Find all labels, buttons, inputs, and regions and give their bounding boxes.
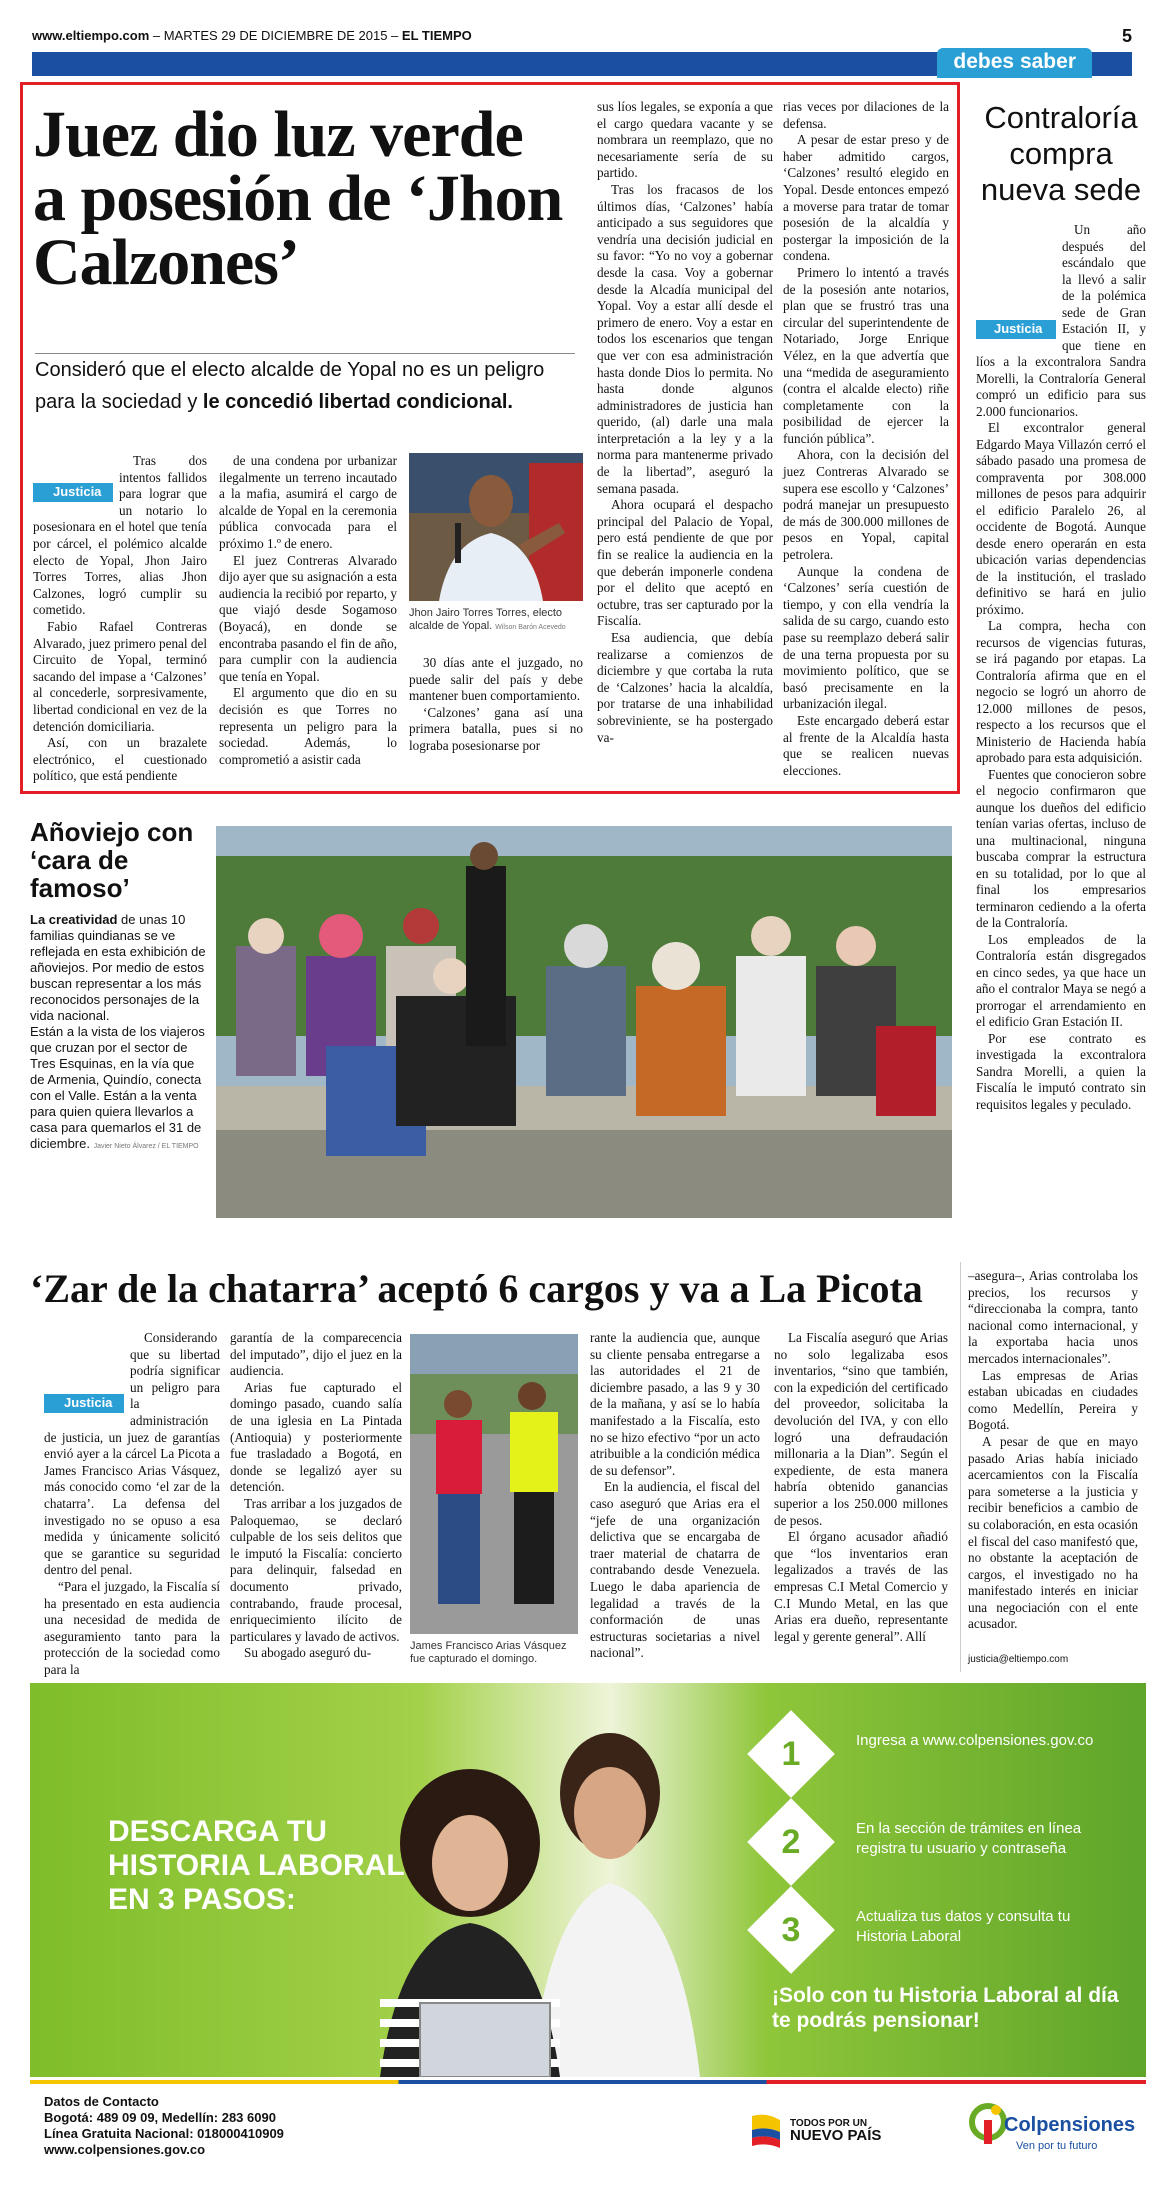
ad-step-2 — [760, 1805, 1100, 1885]
sidebar-p1-text: Un año después del escándalo que la llevó a salir de la polémica sede de Gran Estación II, y que tiene en líos a la excontralora Sandra Morelli, la Contraloría General compró un edificio para sus 2.000 funcionarios. — [976, 222, 1146, 419]
step-3-badge — [747, 1886, 835, 1974]
col2-p1: de una condena por urbanizar ilegalmente un terreno incautado a la mafia, asumirá el cargo de alcalde de Yopal en la ceremonia pública convocada para el próximo 1.º de enero. — [219, 453, 397, 551]
col1-p2: Fabio Rafael Contreras Alvarado, juez primero penal del Circuito de Yopal, terminó sacando del impase a ‘Calzones’ al concederle, sorpresivamente, libertad condicional en vez de la detención domiciliaria. — [33, 618, 207, 734]
chatarra-headline: ‘Zar de la chatarra’ aceptó 6 cargos y va a La Picota — [30, 1266, 923, 1311]
gov-logo-line-2: NUEVO PAÍS — [790, 2127, 882, 2144]
section-email[interactable]: justicia@eltiempo.com — [968, 1654, 1069, 1665]
col5-p1: rias veces por dilaciones de la defensa. — [783, 99, 949, 131]
col5-p3: Primero lo intentó a través de la posesión ante notarios, plan que se frustró tras una circular del superintendente de Notariado, Jorge Enrique Vélez, en la que advertía que una “medida de aseguramiento (contra el alcalde electo) riñe completamente con la posibilidad de ejercer la función pública”. — [783, 264, 949, 446]
section-tag: Justicia — [33, 483, 113, 502]
chat-c2-p4: Su abogado aseguró du- — [244, 1645, 372, 1661]
col2-p2: El juez Contreras Alvarado dijo ayer que su asignación a esta audiencia la recibió por reparto, y que viajó desde Sogamoso (Boyacá), en donde se encontraba pasando el fin de año, para cumplir con la audiencia que tenía en Yopal. — [219, 552, 397, 684]
colpensiones-wordmark: Colpensiones — [1004, 2114, 1136, 2136]
chat-c1-p1-text: Considerando que su libertad podría significar un peligro para la administración de justicia, un juez de garantías envió ayer a la cárcel La Picota a James Francisco Arias Vásquez, más conocido como ‘el zar de la chatarra’. La defensa del investigado no se opuso a esa medida y únicamente solicitó que se garantice su seguridad dentro del penal. — [44, 1330, 220, 1578]
main-story-frame — [20, 82, 960, 794]
deck-rule-top — [35, 353, 575, 354]
chat-c2-p3: Tras arribar a los juzgados de Paloquemao, se declaró culpable de los seis delitos que le imputó la Fiscalía: concierto para delinquir, falsedad en documento privado, contrabando, fraude procesal, enriquecimiento ilícito de particulares y lavado de activos. — [230, 1495, 402, 1644]
sidebar-tag: Justicia — [976, 320, 1056, 339]
mayor-photo-caption — [409, 607, 585, 634]
chat-c1-p2: “Para el juzgado, la Fiscalía sí ha presentado en esta audiencia una necesidad de medida de aseguramiento tanto para la protección de la sociedad como para la — [44, 1578, 220, 1677]
chat-c4-p1: La Fiscalía aseguró que Arias no solo legalizaba esos inventarios, “sino que también, con la expedición del certificado del proveedor, solicitaba la devolución del IVA, y con ello logró una defraudación millonaria a la Dian”. Según el expediente, de esta manera habría obtenido ganancias superior a los 250.000 millones de pesos. — [774, 1330, 948, 1528]
mayor-photo — [409, 453, 583, 601]
deck-line-1: Consideró que el electo alcalde de Yopal no es un peligro — [35, 359, 545, 381]
mayor-photo-credit: Wilson Barón Acevedo — [495, 624, 566, 631]
chatarra-tag: Justicia — [44, 1394, 124, 1413]
chatarra-column-rule — [960, 1262, 961, 1672]
mayor-photo-image — [409, 453, 583, 601]
col3-p2: ‘Calzones’ gana así una primera batalla, pues si no lograba posesionarse por — [409, 704, 583, 753]
col2-p3: El argumento que dio en su decisión es que Torres no representa un peligro para la sociedad. Además, lo comprometió a asistir cada — [219, 685, 397, 767]
page-number: 5 — [1121, 26, 1132, 46]
anoviejo-text-2: Están a la vista de los viajeros que cruzan por el sector de Tres Esquinas, en la vía que de Armenia, Quindío, conecta con el Valle. Están a la venta para quien quiera llevarlos a casa para quemarlos el 31 de diciembre. — [30, 1024, 205, 1151]
col4-p2: Tras los fracasos de los últimos días, ‘Calzones’ había anticipado a sus seguidores que vendría una decisión judicial en su favor: “Yo no voy a gobernar desde la casa. Voy a gobernar desde la Alcadía municipal del Yopal. Voy a estar allí desde el primero de enero. Voy a estar en todos los escenarios que tengan que ver con esa administración hasta donde Dios lo permita. No hasta donde algunos administradores de justicia han querido, (al) darle una mala interpretación a la ley y a la norma para mantenerme privado de la libertad”, aseguró la semana pasada. — [597, 181, 773, 496]
deck-bold: le concedió libertad condicional. — [202, 391, 513, 413]
sidebar-body — [976, 222, 1146, 1113]
ad-step-3 — [760, 1893, 1100, 1973]
anoviejo-text-1: de unas 10 familias quindianas se ve reflejada en esta exhibición de añoviejos. Por medio de estos buscan representar a los más reconocidos personajes de la vida nacional. — [30, 912, 206, 1023]
chatarra-col-4 — [774, 1330, 948, 1645]
colpensiones-ad[interactable] — [30, 1683, 1146, 2077]
contact-phones: Bogotá: 489 09 09, Medellín: 283 6090 — [44, 2110, 276, 2125]
site-url: www.eltiempo.com — [32, 28, 150, 43]
sidebar-story — [976, 100, 1146, 1113]
anoviejo-credit: Javier Nieto Álvarez / EL TIEMPO — [93, 1143, 199, 1150]
section-tab: debes saber — [937, 48, 1092, 78]
ad-flag-rule — [30, 2080, 1146, 2084]
sidebar-p2: El excontralor general Edgardo Maya Villazón cerró el sábado pasado una promesa de compraventa por 308.000 millones de pesos para adquirir el edificio Paralelo 26, al occidente de Bogotá. Aunque desde enero operarán en esta ubicación varias dependencias de la institución, el traslado definitivo se hará en julio próximo. — [976, 420, 1146, 617]
col4-p4: Esa audiencia, que debía realizarse a comienzos de diciembre y que cortaba la ruta de ‘Calzones’ hacia la alcaldía, por tratarse de una inhabilidad sobreviniente, se ha postergado va- — [597, 630, 773, 745]
mayor-caption-text: Jhon Jairo Torres Torres, electo alcalde de Yopal. — [409, 607, 563, 632]
contact-website[interactable]: www.colpensiones.gov.co — [44, 2142, 206, 2157]
sidebar-title: Contraloría compra nueva sede — [980, 100, 1142, 207]
deck-line-2: para la sociedad y — [35, 391, 203, 413]
chat-c1-p1 — [44, 1330, 220, 1579]
col5-p5: Aunque la condena de ‘Calzones’ sería cuestión de tiempo, y con ella vendría la salida de su cargo, cuando esto pase su reemplazo deberá salir de una terna propuesta por su movimiento político, que se basó precisamente en la urbanización ilegal. — [783, 563, 949, 712]
col5-p2: A pesar de estar preso y de haber admitido cargos, ‘Calzones’ resultó elegido en Yopal. Desde entonces empezó a moverse para tratar de tomar posesión de la alcaldía y postergar la imposición de la condena. — [783, 132, 949, 264]
anoviejo-photo-image — [216, 826, 952, 1218]
section-band — [32, 52, 1132, 76]
main-deck — [35, 353, 575, 418]
chat-c3-p2: En la audiencia, el fiscal del caso aseguró que Arias era el “jefe de una organización delictiva que se encargaba de traer material de chatarra de contrabando desde Venezuela. Luego le daba apariencia de legalidad a través de la conformación de unas estructuras societarias a nivel nacional”. — [590, 1479, 760, 1661]
step-2-text: En la sección de trámites en línea registra tu usuario y contraseña — [856, 1820, 1082, 1857]
sidebar-p5: Los empleados de la Contraloría están disgregados en cinco sedes, ya que hace un año el contralor Maya se negó a prorrogar el arrendamiento en el edificio Gran Estación II. — [976, 931, 1146, 1029]
step-1-badge — [747, 1710, 835, 1798]
chat-c4-p2: El órgano acusador añadió que “los inventarios eran legalizados a través de las empresas C.I Metal Comercio y C.I Mundo Metal, en las que Arias era dueño, representante legal y gerente general”. Allí — [774, 1529, 948, 1644]
gov-logo-line-1: TODOS POR UN — [790, 2118, 868, 2129]
main-col-1 — [33, 453, 207, 785]
chat-c5-p1: –asegura–, Arias controlaba los precios, los recursos y “direccionaba la compra, tanto nacional como internacional, y la exportaba hacia unos mercados internacionales”. — [968, 1268, 1138, 1366]
chat-c5-p3: A pesar de que en mayo pasado Arias había iniciado acercamientos con la Fiscalía para someterse a la justicia y recibir beneficios a cambio de su colaboración, en esta ocasión el fiscal del caso manifestó que, no obstante la aceptación de cargos, el investigado no ha manifestado interés en iniciar una negociación con el ente acusador. — [968, 1433, 1138, 1632]
sidebar-p1 — [976, 222, 1146, 420]
main-col-5 — [783, 99, 949, 779]
col4-p1: sus líos legales, se exponía a que el cargo quedara vacante y se nombrara un reemplazo, que no necesariamente sería de su partido. — [597, 99, 773, 181]
col5-p6: Este encargado deberá estar al frente de la Alcaldía hasta que se realicen nuevas elecciones. — [783, 712, 949, 778]
step-3-text: Actualiza tus datos y consulta tu Historia Laboral — [856, 1908, 1071, 1945]
contact-title: Datos de Contacto — [44, 2094, 159, 2109]
gov-logo — [748, 2110, 888, 2160]
colpensiones-logo — [968, 2100, 1136, 2170]
step-2-number: 2 — [781, 1823, 801, 1861]
col3-p1: 30 días ante el juzgado, no puede salir del país y debe mantener buen comportamiento. — [409, 655, 583, 704]
ad-step-1 — [760, 1717, 1100, 1797]
colpensiones-tagline: Ven por tu futuro — [1016, 2140, 1098, 2152]
step-1-number: 1 — [781, 1735, 801, 1773]
ad-contact — [44, 2094, 284, 2158]
chat-c2-p2: Arias fue capturado el domingo pasado, cuando salía de una iglesia en La Pintada (Antioquia) y posteriormente fue trasladado a Bogotá, en donde se legalizó ayer su detención. — [230, 1379, 402, 1495]
col4-p3: Ahora ocupará el despacho principal del Palacio de Yopal, pero está pendiente de que por fin se realice la audiencia en la que deberán imponerle condena por el delito que aceptó en octubre, tras ser capturado por la Fiscalía. — [597, 497, 773, 629]
zar-photo-caption: James Francisco Arias Vásquez fue capturado el domingo. — [410, 1640, 567, 1665]
step-2-badge — [747, 1798, 835, 1886]
anoviejo-photo — [216, 826, 952, 1218]
zar-photo-image — [410, 1334, 578, 1634]
col5-p4: Ahora, con la decisión del juez Contreras Alvarado se supera ese escollo y ‘Calzones’ podrá manejar un presupuesto de más de 300.000 millones de pesos en Yopal, capital petrolera. — [783, 447, 949, 563]
chatarra-col-3 — [590, 1330, 760, 1662]
chat-c3-p1: rante la audiencia que, aunque su cliente pensaba entregarse a las autoridades el 21 de diciembre pasado, a las 9 y 30 de la mañana, y así se lo había manifestado a la Fiscalía, esto no se hizo efectivo “por un acto atribuible a la condición médica de su defensor”. — [590, 1330, 760, 1478]
ad-title: DESCARGA TU HISTORIA LABORAL EN 3 PASOS: — [108, 1815, 405, 1916]
chatarra-col-2 — [230, 1330, 402, 1662]
zar-photo — [410, 1334, 578, 1634]
col1-p3: Así, con un brazalete electrónico, el cuestionado político, que está pendiente — [33, 735, 207, 784]
gov-flag-icon — [748, 2112, 784, 2156]
ad-slogan: ¡Solo con tu Historia Laboral al día te podrás pensionar! — [772, 1984, 1119, 2032]
main-col-3 — [409, 655, 583, 755]
col1-p1-text: Tras dos intentos fallidos para lograr que un notario lo posesionara en el hotel que tenía por cárcel, el polémico alcalde electo de Yopal, Jhon Jairo Torres Torres, alias Jhon Calzones, logró cumplir su cometido. — [33, 453, 207, 618]
main-col-2 — [219, 453, 397, 768]
chatarra-col-1 — [44, 1330, 220, 1678]
paper-name: EL TIEMPO — [401, 28, 472, 43]
colpensiones-mark-icon — [968, 2100, 1008, 2150]
chat-c2-p1: garantía de la comparecencia del imputado”, dijo el juez en la audiencia. — [230, 1330, 402, 1379]
main-col-4 — [597, 99, 773, 746]
sidebar-p4: Fuentes que conocieron sobre el negocio confirmaron que aunque los dueños del edificio tenían varias ofertas, incluso de una multinacional, ninguna buscaba comprar la estructura en su totalidad, por lo que al final los empresarios terminaron cediendo a la oferta de la Contraloría. — [976, 766, 1146, 930]
step-3-number: 3 — [781, 1911, 801, 1949]
step-1-text: Ingresa a www.colpensiones.gov.co — [856, 1732, 1094, 1749]
chatarra-col-5 — [968, 1268, 1138, 1633]
anoviejo-lead: La creatividad — [30, 912, 118, 927]
sidebar-p6: Por ese contrato es investigada la excontralora Sandra Morelli, a quien la Fiscalía le imputó contrato sin requisitos legales y peculado. — [976, 1030, 1146, 1112]
sidebar-p3: La compra, hecha con recursos de vigencias futuras, se irá pagando por etapas. La Contraloría afirma que en el negocio se logró un ahorro de 12.000 millones de pesos, respecto a los recursos que el Ministerio de Hacienda había aprobado para esta adquisición. — [976, 618, 1146, 765]
page-header — [32, 28, 1132, 48]
chat-c5-p2: Las empresas de Arias estaban ubicadas en ciudades como Medellín, Pereira y Bogotá. — [968, 1367, 1138, 1433]
contact-toll-free: Línea Gratuita Nacional: 018000410909 — [44, 2126, 284, 2141]
col1-p1 — [33, 453, 207, 619]
anoviejo-text — [30, 912, 210, 1155]
main-headline: Juez dio luz verde a posesión de ‘Jhon Calzones’ — [33, 98, 563, 299]
anoviejo-title: Añoviejo con ‘cara de famoso’ — [30, 817, 194, 903]
dateline: – MARTES 29 DE DICIEMBRE DE 2015 – — [149, 28, 402, 43]
